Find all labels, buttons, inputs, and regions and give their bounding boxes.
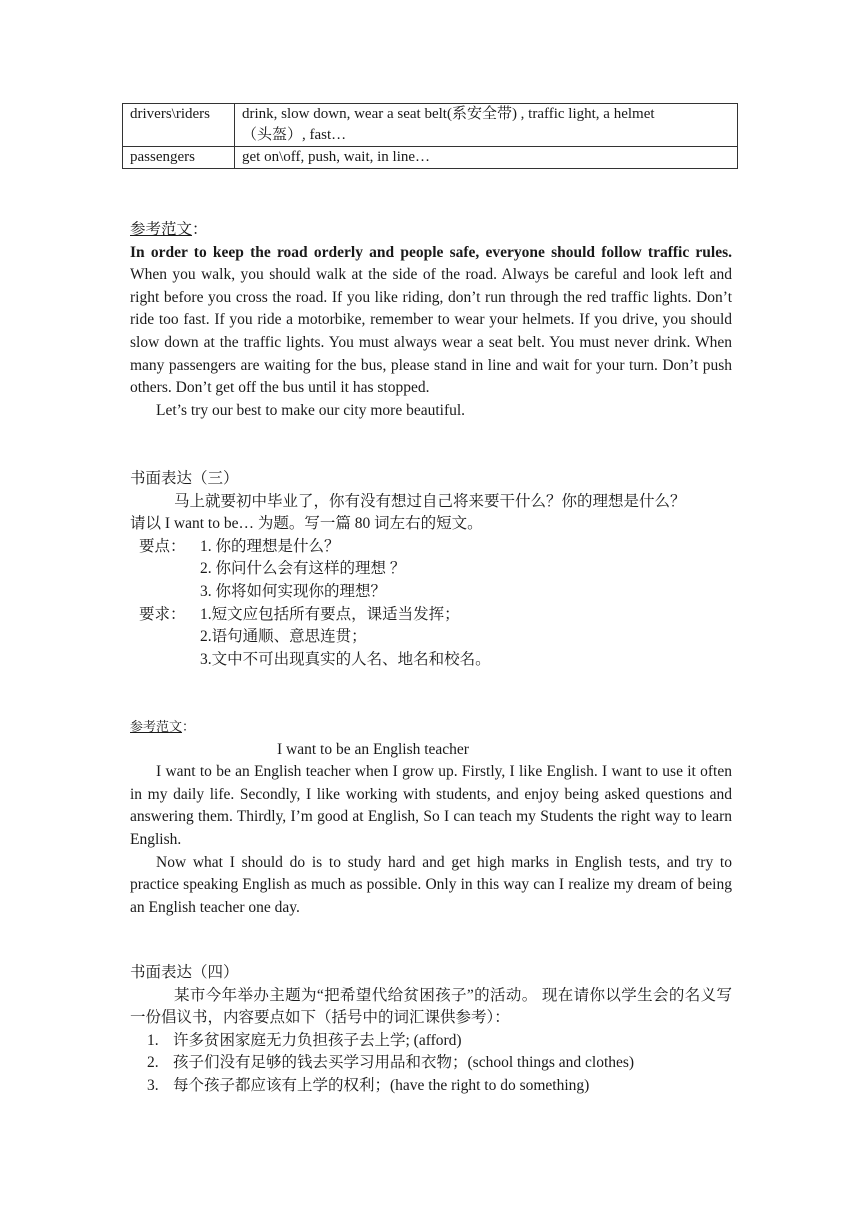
- task-heading: 书面表达（三）: [130, 470, 239, 487]
- essay-body: When you walk, you should walk at the side of the road. Always be careful and look left and right before you cross the road. If you like riding, don’t run through the red traffic lights. Don’t ride too fast. If you ride a motorbike, remember to wear your helmets. If you drive, you should slow down at the traffic lights. You must always wear a seat belt. You must never drink. When many passengers are waiting for the bus, please stand in line and wait for your turn. Don’t push others. Don’t get off the bus until it has stopped.: [130, 266, 732, 397]
- writing-task-3: [130, 468, 732, 671]
- table-cell-words: [235, 104, 738, 147]
- key-points-label: 要点：: [139, 537, 186, 555]
- task-instruction: 请以 I want to be… 为题。写一篇 80 词左右的短文。: [130, 515, 483, 533]
- key-point: 2. 你问什么会有这样的理想 ？: [200, 560, 406, 578]
- sample-essay-1: [130, 219, 732, 422]
- sample-heading: [130, 219, 732, 242]
- requirement: 3.文中不可出现真实的人名、地名和校名。: [200, 650, 491, 668]
- table-cell-role: passengers: [123, 147, 235, 169]
- table-row: [123, 147, 738, 169]
- table-cell-words: get on\off, push, wait, in line…: [235, 147, 738, 169]
- key-point: 3. 你将如何实现你的理想？: [200, 582, 387, 600]
- sample-heading-text: 参考范文: [130, 221, 193, 238]
- key-points: [130, 536, 732, 604]
- sample-heading-colon: ：: [182, 719, 196, 734]
- task-heading: 书面表达（四）: [130, 964, 239, 981]
- requirements: [130, 604, 732, 672]
- requirements-list: [200, 604, 491, 672]
- sample-heading-text: 参考范文: [130, 719, 183, 734]
- requirement: 2.语句通顺、意思连贯；: [200, 628, 367, 646]
- table-cell-line: （头盔）, fast…: [242, 127, 347, 143]
- essay-title: I want to be an English teacher: [277, 740, 469, 758]
- requirement: 1.短文应包括所有要点，课适当发挥；: [200, 605, 460, 623]
- essay-closing: Let’s try our best to make our city more beautiful.: [156, 401, 466, 419]
- item-text: 孩子们没有足够的钱去买学习用品和衣物；(school things and clothes): [173, 1054, 635, 1072]
- item-number: 3.: [147, 1076, 159, 1094]
- task-item: [147, 1075, 732, 1098]
- key-points-list: [200, 536, 405, 604]
- task-prompt: 马上就要初中毕业了，你有没有想过自己将来要干什么？你的理想是什么？: [174, 492, 686, 510]
- item-number: 2.: [147, 1054, 159, 1072]
- essay-bold-lead: In order to keep the road orderly and people safe, everyone should follow traffic rules.: [130, 243, 732, 261]
- table-row: [123, 104, 738, 147]
- item-number: 1.: [147, 1031, 159, 1049]
- sample-heading: [130, 716, 732, 739]
- item-text: 每个孩子都应该有上学的权利；(have the right to do something): [173, 1076, 590, 1094]
- sample-essay-2: [130, 716, 732, 919]
- essay-paragraph: I want to be an English teacher when I grow up. Firstly, I like English. I want to use it often in my daily life. Secondly, I like working with students, and enjoy being asked questions and answering them. Thirdly, I’m good at English, So I can teach my Students the right way to learn English.: [130, 763, 732, 848]
- item-text: 许多贫困家庭无力负担孩子去上学; (afford): [173, 1031, 462, 1049]
- writing-task-4: [130, 962, 732, 1098]
- essay-paragraph: Now what I should do is to study hard and get high marks in English tests, and try to practice speaking English as much as possible. Only in this way can I realize my dream of being an English teacher one day.: [130, 853, 732, 916]
- task-item: [147, 1030, 732, 1053]
- task-item: [147, 1052, 732, 1075]
- task-prompt: 某市今年举办主题为“把希望代给贫困孩子”的活动。 现在请你以学生会的名义写一份倡议书，内容要点如下（括号中的词汇课供参考）：: [130, 986, 732, 1027]
- essay-paragraph: [130, 242, 732, 400]
- sample-heading-colon: ：: [192, 221, 208, 238]
- task-items: [130, 1030, 732, 1098]
- table-cell-line: drink, slow down, wear a seat belt(系安全带) , traffic light, a helmet: [242, 106, 655, 122]
- vocabulary-table: [122, 103, 738, 169]
- requirements-label: 要求：: [139, 605, 186, 623]
- table-cell-role: drivers\riders: [123, 104, 235, 147]
- key-point: 1. 你的理想是什么？: [200, 537, 340, 555]
